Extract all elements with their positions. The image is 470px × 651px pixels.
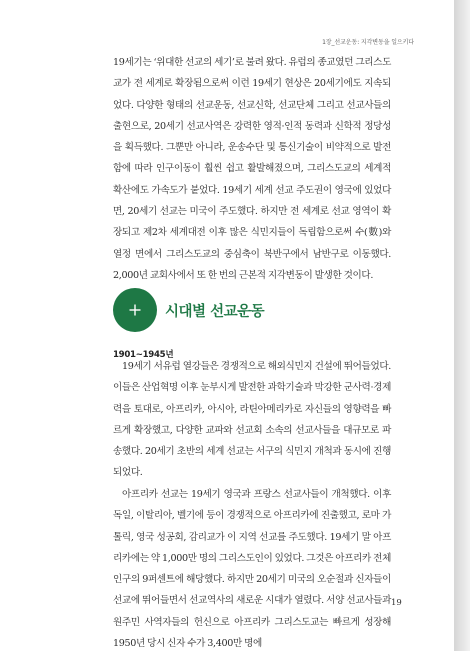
period-subheading: 1901~1945년 [113,350,174,360]
plus-icon [113,288,157,332]
section-heading [113,288,264,332]
page-edge [454,0,470,651]
section-title: 시대별 선교운동 [165,303,265,320]
section-paragraph-2: 아프리카 선교는 19세기 영국과 프랑스 선교사들이 개척했다. 이후 독일, 이탈리아, 벨기에 등이 경쟁적으로 아프리카에 진출했고, 로마 가톨릭, 영국 성공회, 감리교가 이 지역 선교를 주도했다. 19세기 말 아프리카에는 약 1,000만 명의 그리스도인이 있었다. 그것은 아프리카 전체 인구의 9퍼센트에 해당했다. 하지만 20세기 미국의 오순절과 신자들이 선교에 뛰어들면서 선교역사의 새로운 시대가 열렸다. 서양 선교사들과 원주민 사역자들의 헌신으로 아프리카 그리스도교는 빠르게 성장해 1950년 당시 신자 수가 3,400만 명에 [113,489,391,650]
running-header: 1장_선교운동: 지각변동을 일으키다 [322,39,414,46]
section-paragraph-1: 19세기 서유럽 열강들은 경쟁적으로 해외식민지 건설에 뛰어들었다. 이들은 산업혁명 이후 눈부시게 발전한 과학기술과 막강한 군사력·경제력을 토대로, 아프리카, 아시아, 라틴아메리카로 자신들의 영향력을 빠르게 확장했고, 다양한 교파와 선교회 소속의 선교사들을 대규모로 파송했다. 20세기 초반의 세계 선교는 서구의 식민지 개척과 동시에 진행되었다. [113,361,391,479]
intro-paragraph: 19세기는 ‘위대한 선교의 세기’로 불려 왔다. 유럽의 종교였던 그리스도교가 전 세계로 확장됨으로써 이런 19세기 현상은 20세기에도 지속되었다. 다양한 형태의 선교운동, 선교신학, 선교단체 그리고 선교사들의 출현으로, 20세기 선교사역은 강력한 영적·인적 동력과 신학적 정당성을 획득했다. 그뿐만 아니라, 운송수단 및 통신기술이 비약적으로 발전함에 따라 인구이동이 훨씬 쉽고 활발해졌으며, 그리스도교의 세계적 확산에도 가속도가 붙었다. 19세기 세계 선교 주도권이 영국에 있었다면, 20세기 선교는 미국이 주도했다. 하지만 전 세계로 선교 영역이 확장되고 제2차 세계대전 이후 많은 식민지들이 독립함으로써 수(數)와 열정 면에서 그리스도교의 중심축이 북반구에서 남반구로 이동했다. 2,000년 교회사에서 또 한 번의 근본적 지각변동이 발생한 것이다. [113,57,391,281]
page-number: 19 [391,598,402,608]
